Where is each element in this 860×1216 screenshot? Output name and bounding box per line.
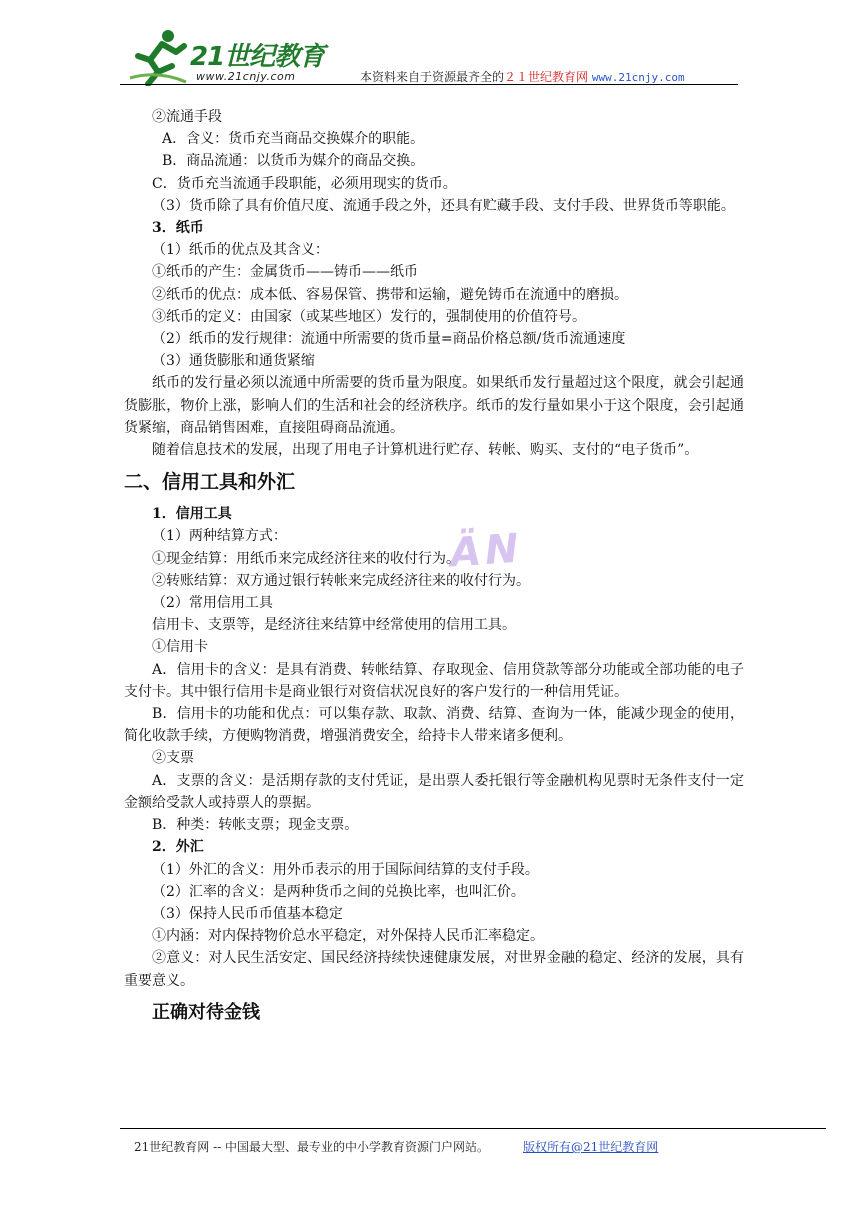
text-line: ②转账结算：双方通过银行转帐来完成经济往来的收付行为。 [152,572,530,589]
text-line: ②意义：对人民生活安定、国民经济持续快速健康发展，对世界金融的稳定、经济的发展，具有重要意义。 [124,950,744,989]
text-line: （3）货币除了具有价值尺度、流通手段之外，还具有贮藏手段、支付手段、世界货币等职能。 [152,197,735,214]
text-line: ①信用卡 [152,639,208,656]
text-line: ②支票 [152,750,194,767]
header-source-highlight: ２１世纪教育网 [504,70,589,84]
text-line: ③纸币的定义：由国家（或某些地区）发行的，强制使用的价值符号。 [152,308,586,325]
text-line: 3．纸币 [152,220,204,237]
footer-divider [120,1128,826,1129]
text-line: （2）常用信用工具 [152,595,273,612]
text-line: A．含义：货币充当商品交换媒介的职能。 [162,131,425,148]
text-line: ②流通手段 [152,109,222,125]
section-heading: 正确对待金钱 [152,1001,260,1023]
text-line: （2）汇率的含义：是两种货币之间的兑换比率，也叫汇价。 [152,883,525,900]
runner-icon [128,26,188,86]
text-line: 2．外汇 [152,839,204,856]
text-line: 纸币的发行量必须以流通中所需要的货币量为限度。如果纸币发行量超过这个限度，就会引起通货膨胀，物价上涨，影响人们的生活和社会的经济秩序。纸币的发行量如果小于这个限度，会引起通货紧缩，商品销售困难，直接阻碍商品流通。 [124,375,744,436]
text-line: A．信用卡的含义：是具有消费、转帐结算、存取现金、信用贷款等部分功能或全部功能的电子支付卡。其中银行信用卡是商业银行对资信状况良好的客户发行的一种信用凭证。 [124,661,744,700]
logo-text: 21世纪教育 [190,42,325,72]
header-source-prefix: 本资料来自于资源最齐全的 [360,70,505,84]
footer-copyright-link[interactable]: 版权所有@21世纪教育网 [523,1140,659,1154]
header-divider [120,84,738,85]
text-line: （1）外汇的含义：用外币表示的用于国际间结算的支付手段。 [152,861,539,878]
text-line: B．商品流通：以货币为媒介的商品交换。 [162,153,425,170]
text-line: ①纸币的产生：金属货币——铸币——纸币 [152,264,418,281]
text-line: ②纸币的优点：成本低、容易保管、携带和运输，避免铸币在流通中的磨损。 [152,286,628,303]
document-body [124,106,744,1028]
text-line: B．种类：转帐支票；现金支票。 [152,817,359,834]
text-line: 信用卡、支票等，是经济往来结算中经常使用的信用工具。 [152,617,516,634]
site-logo[interactable] [128,22,338,92]
footer-text: 21世纪教育网 -- 中国最大型、最专业的中小学教育资源门户网站。 [134,1140,490,1154]
text-line: 随着信息技术的发展，出现了用电子计算机进行贮存、转帐、购买、支付的“电子货币”。 [152,442,699,459]
text-line: ①现金结算：用纸币来完成经济往来的收付行为。 [152,550,460,567]
text-line: B．信用卡的功能和优点：可以集存款、取款、消费、结算、查询为一体，能减少现金的使用，简化收款手续，方便购物消费，增强消费安全，给持卡人带来诸多便利。 [124,706,744,745]
text-line: （1）两种结算方式： [152,528,287,545]
text-line: 1．信用工具 [152,506,232,523]
text-line: C．货币充当流通手段职能，必须用现实的货币。 [152,175,457,192]
page-footer [134,1138,658,1155]
header-source-url[interactable]: www.21cnjy.com [591,71,685,84]
text-line: A．支票的含义：是活期存款的支付凭证，是出票人委托银行等金融机构见票时无条件支付一定金额给受款人或持票人的票据。 [124,772,744,811]
text-line: （2）纸币的发行规律：流通中所需要的货币量=商品价格总额/货币流通速度 [152,331,626,348]
text-line: ①内涵：对内保持物价总水平稳定，对外保持人民币汇率稳定。 [152,928,544,945]
logo-url: www.21cnjy.com [196,70,296,83]
text-line: （1）纸币的优点及其含义： [152,242,329,259]
header-source [360,68,685,85]
text-line: （3）保持人民币币值基本稳定 [152,905,343,922]
watermark: ÄN [448,525,524,577]
text-line: （3）通货膨胀和通货紧缩 [152,353,315,370]
page-header [120,18,740,88]
section-heading: 二、信用工具和外汇 [124,471,296,494]
